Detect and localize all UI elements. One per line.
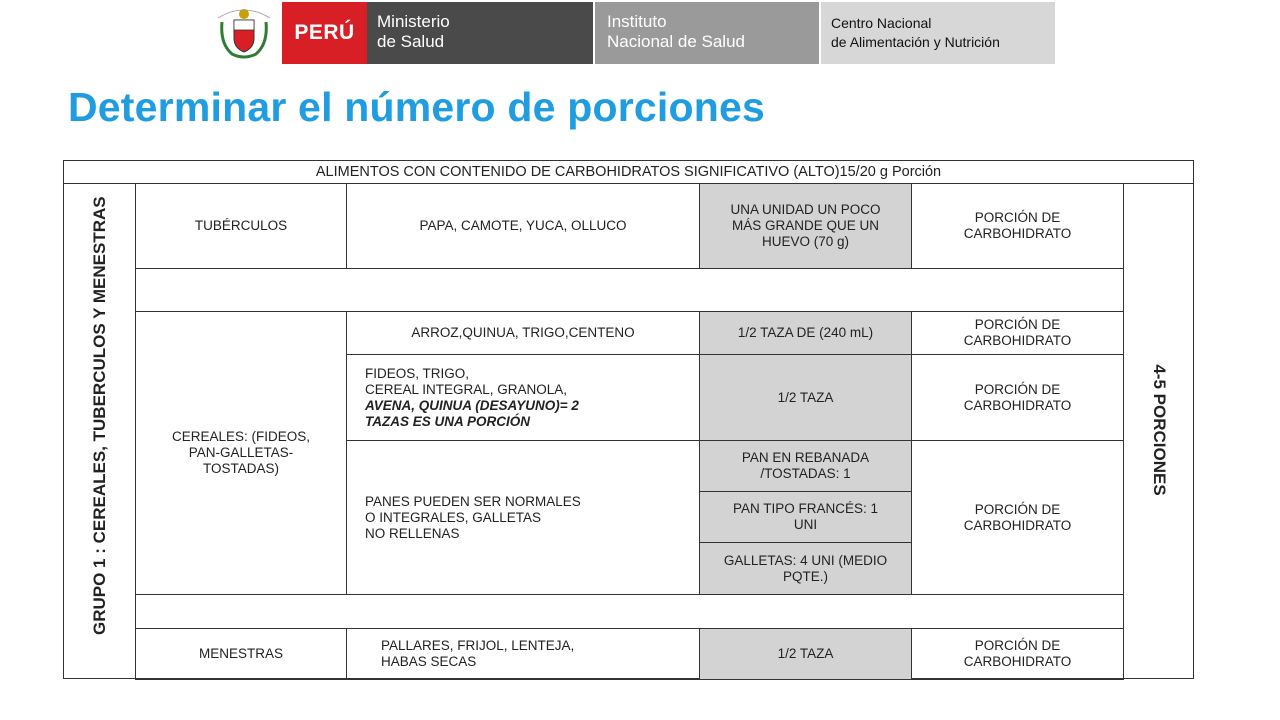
menestras-portion: PORCIÓN DE CARBOHIDRATO — [911, 628, 1124, 680]
instituto-line1: Instituto — [607, 12, 667, 31]
portions-label: 4-5 PORCIONES — [1150, 364, 1169, 496]
tuberculos-foods: PAPA, CAMOTE, YUCA, OLLUCO — [346, 183, 700, 269]
instituto-line2: Nacional de Salud — [607, 32, 745, 51]
menestras-foods-line1: PALLARES, FRIJOL, LENTEJA, — [381, 638, 575, 653]
tuberculos-measure: UNA UNIDAD UN POCO MÁS GRANDE QUE UN HUEVO (70 g) — [699, 183, 912, 269]
cereales-row2-portion: PORCIÓN DE CARBOHIDRATO — [911, 354, 1124, 441]
ministerio-block — [367, 2, 593, 64]
cereales-row3-foods — [346, 440, 700, 595]
spacer-row-1 — [135, 268, 1124, 312]
menestras-measure: 1/2 TAZA — [699, 628, 912, 680]
cereales-row3-measure2: PAN TIPO FRANCÉS: 1 UNI — [699, 491, 912, 543]
cereales-row2-foods-line4: TAZAS ES UNA PORCIÓN — [365, 413, 531, 429]
centro-line1: Centro Nacional — [831, 15, 932, 31]
cereales-row2-foods-line3: AVENA, QUINUA (DESAYUNO)= 2 — [365, 397, 579, 413]
coat-of-arms-logo — [206, 2, 282, 64]
portions-table — [63, 160, 1194, 679]
menestras-foods-line2: HABAS SECAS — [381, 654, 477, 669]
tuberculos-portion: PORCIÓN DE CARBOHIDRATO — [911, 183, 1124, 269]
tuberculos-category: TUBÉRCULOS — [135, 183, 347, 269]
cereales-row3-measure1: PAN EN REBANADA /TOSTADAS: 1 — [699, 440, 912, 492]
group-label: GRUPO 1 : CEREALES, TUBERCULOS Y MENESTRAS — [90, 196, 109, 635]
cereales-row1-portion: PORCIÓN DE CARBOHIDRATO — [911, 311, 1124, 355]
cereales-row3-foods-line2: O INTEGRALES, GALLETAS — [365, 509, 542, 525]
cereales-row2-measure: 1/2 TAZA — [699, 354, 912, 441]
centro-block — [821, 2, 1055, 64]
cereales-row1-measure: 1/2 TAZA DE (240 mL) — [699, 311, 912, 355]
cereales-row2-foods-line2: CEREAL INTEGRAL, GRANOLA, — [365, 381, 568, 397]
cereales-row3-foods-line1: PANES PUEDEN SER NORMALES — [365, 493, 581, 509]
cereales-row3-foods-line3: NO RELLENAS — [365, 525, 460, 541]
cereales-row3-measure3: GALLETAS: 4 UNI (MEDIO PQTE.) — [699, 542, 912, 595]
ministerio-line2: de Salud — [377, 32, 445, 51]
cereales-row3-portion: PORCIÓN DE CARBOHIDRATO — [911, 440, 1124, 595]
cereales-row2-foods — [346, 354, 700, 441]
cereales-row1-foods: ARROZ,QUINUA, TRIGO,CENTENO — [346, 311, 700, 355]
peru-brand-block: PERÚ — [282, 2, 367, 64]
table-header: ALIMENTOS CON CONTENIDO DE CARBOHIDRATOS SIGNIFICATIVO (ALTO)15/20 g Porción — [63, 160, 1194, 184]
peru-seal-icon — [214, 4, 274, 62]
ministerio-line1: Ministerio — [377, 12, 450, 31]
header-banner — [206, 2, 1055, 64]
centro-line2: de Alimentación y Nutrición — [831, 34, 1000, 50]
page-title: Determinar el número de porciones — [68, 84, 765, 130]
instituto-block — [595, 2, 819, 64]
cereales-row2-foods-line1: FIDEOS, TRIGO, — [365, 365, 470, 381]
menestras-category: MENESTRAS — [135, 628, 347, 680]
spacer-row-2 — [135, 594, 1124, 629]
menestras-foods — [346, 628, 700, 680]
cereales-category: CEREALES: (FIDEOS, PAN-GALLETAS-TOSTADAS) — [135, 311, 347, 595]
